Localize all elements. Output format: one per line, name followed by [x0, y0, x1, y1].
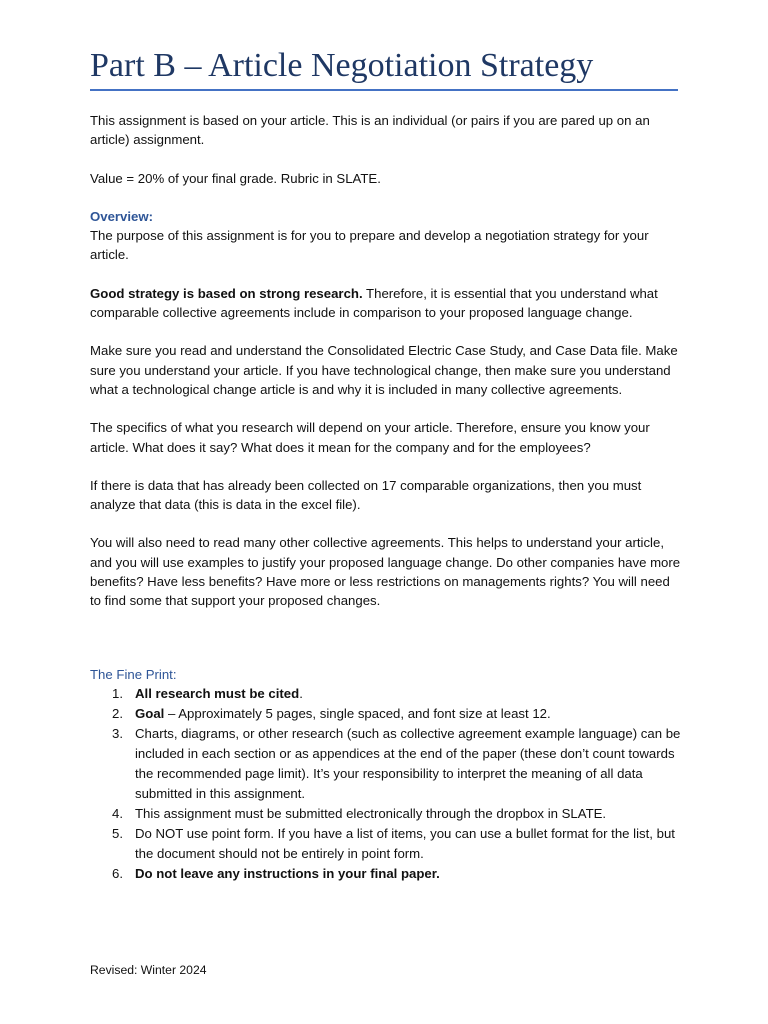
fine-print-bold-text: Goal: [135, 705, 165, 721]
fine-print-text: Do NOT use point form. If you have a list of items, you can use a bullet format for the list, but the document should not be entirely in point form.: [135, 825, 675, 861]
overview-heading: Overview:: [90, 208, 154, 224]
value-paragraph: Value = 20% of your final grade. Rubric in SLATE.: [90, 170, 381, 186]
fine-print-text: – Approximately 5 pages, single spaced, and font size at least 12.: [164, 705, 551, 721]
overview-purpose-paragraph: The purpose of this assignment is for you to prepare and develop a negotiation strategy for your article.: [90, 228, 649, 263]
fine-print-item: [90, 824, 682, 864]
specifics-paragraph: The specifics of what you research will depend on your article. Therefore, ensure you know your article. What does it say? What does it mean for the company and for the employees?: [90, 420, 650, 455]
agreements-paragraph: You will also need to read many other collective agreements. This helps to understand your article, and you will use examples to justify your proposed language change. Do other companies have more benefits? Have less benefits? Have more or less restrictions on managements rights? You will need to find some that support your proposed changes.: [90, 535, 681, 609]
list-number: 3.: [112, 725, 123, 741]
revision-footer: Revised: Winter 2024: [90, 963, 207, 977]
strategy-bold-text: Good strategy is based on strong research.: [90, 285, 363, 301]
fine-print-text: Charts, diagrams, or other research (such as collective agreement example language) can be included in each section or as appendices at the end of the paper (these don’t count towards the recommended page limit). It’s your responsibility to interpret the meaning of all data submitted in this assignment.: [135, 725, 681, 801]
list-number: 5.: [112, 825, 123, 841]
fine-print-item: [90, 804, 682, 824]
fine-print-bold-text: All research must be cited: [135, 685, 300, 701]
list-number: 1.: [112, 685, 123, 701]
fine-print-list: [90, 684, 682, 884]
fine-print-item: [90, 724, 682, 804]
fine-print-text: .: [299, 685, 303, 701]
document-body: [90, 111, 682, 884]
strategy-text: Therefore, it is essential that you understand what comparable collective agreements include in comparison to your proposed language change.: [90, 285, 658, 321]
case-study-paragraph: Make sure you read and understand the Consolidated Electric Case Study, and Case Data file. Make sure you understand your article. If you have technological change, then make sure you understand what a technological change article is and why it is included in many collective agreements.: [90, 343, 678, 397]
list-number: 6.: [112, 865, 123, 881]
data-paragraph: If there is data that has already been collected on 17 comparable organizations, then you must analyze that data (this is data in the excel file).: [90, 477, 642, 513]
fine-print-heading: The Fine Print:: [90, 666, 177, 682]
strategy-paragraph: [90, 284, 682, 323]
fine-print-item: [90, 704, 682, 724]
intro-paragraph: This assignment is based on your article. This is an individual (or pairs if you are pared up on an article) assignment.: [90, 113, 650, 148]
fine-print-text: This assignment must be submitted electronically through the dropbox in SLATE.: [135, 805, 607, 821]
page-title: Part B – Article Negotiation Strategy: [90, 47, 594, 84]
fine-print-item: [90, 864, 682, 884]
list-number: 4.: [112, 805, 123, 821]
list-number: 2.: [112, 705, 123, 721]
fine-print-item: [90, 684, 682, 704]
title-underline: [90, 89, 678, 91]
fine-print-bold-text: Do not leave any instructions in your final paper.: [135, 865, 440, 881]
